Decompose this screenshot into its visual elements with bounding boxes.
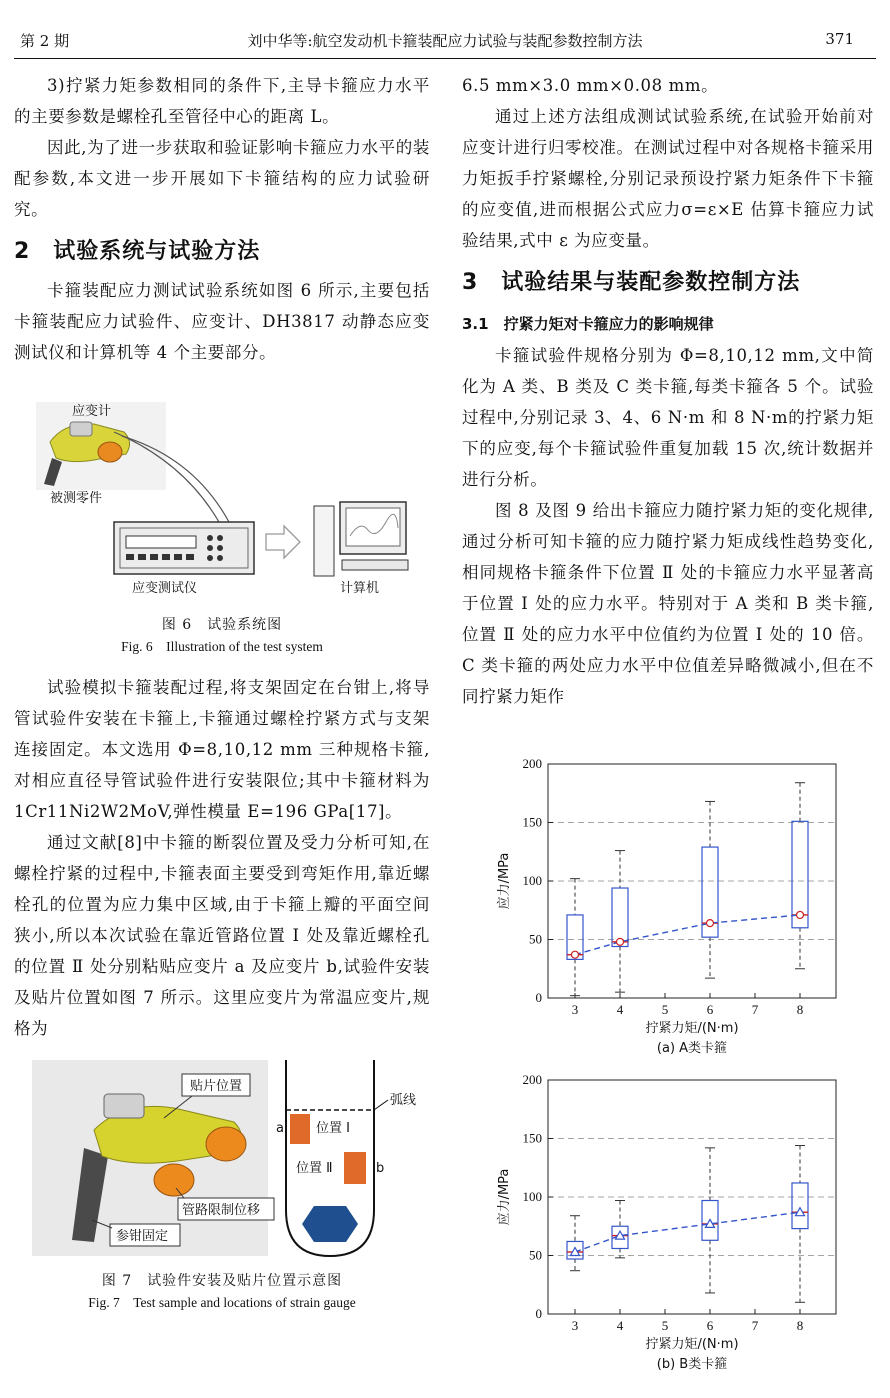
computer-tower: [314, 506, 334, 576]
x-tick-label: 7: [751, 1318, 759, 1333]
y-tick-label: 200: [522, 756, 542, 771]
pipe-shape: [98, 442, 122, 462]
paragraph: 通过文献[8]中卡箍的断裂位置及受力分析可知,在螺栓拧紧的过程中,卡箍表面主要受到弯矩作用,靠近螺栓孔的位置为应力集中区域,由于卡箍上瓣的平面空间狭小,所以本次试验在靠近管路位置 Ⅰ 处及靠近螺栓孔的位置 Ⅱ 处分别粘贴应变片 a 及应变片 b,试验件安装及贴片位置如图 7 所示。这里应变片为常温应变片,规格为: [14, 833, 430, 1038]
paragraph: 因此,为了进一步获取和验证影响卡箍应力水平的装配参数,本文进一步开展如下卡箍结构的应力试验研究。: [14, 138, 430, 219]
page-number: 371: [825, 30, 854, 48]
paragraph: 图 8 及图 9 给出卡箍应力随拧紧力矩的变化规律,通过分析可知卡箍的应力随拧紧力矩成线性趋势变化,相同规格卡箍条件下位置 Ⅱ 处的卡箍应力水平显著高于位置 Ⅰ 处的应力水平。特别对于 A 类和 B 类卡箍,位置 Ⅱ 处的应力水平中位值约为位置 Ⅰ 处的 10 倍。C 类卡箍的两处应力水平中位值差异略微减小,但在不同拧紧力矩作: [462, 501, 874, 706]
mean-point: [572, 951, 579, 958]
right-column: [462, 70, 874, 712]
computer-label: 计算机: [340, 581, 380, 596]
bolt-shape: [70, 422, 92, 436]
mean-point: [707, 920, 714, 927]
figure-caption-en: Fig. 6 Illustration of the test system: [121, 639, 323, 654]
box-chart-b: [478, 1068, 858, 1384]
x-tick-label: 4: [616, 1318, 624, 1333]
vise-label: 参钳固定: [116, 1229, 169, 1244]
gauge-a-label: a: [276, 1121, 284, 1136]
instrument-display: [126, 536, 196, 548]
box-chart-a: [478, 752, 858, 1062]
x-tick-label: 7: [751, 1002, 759, 1017]
arrow-icon: [266, 526, 300, 558]
figure-caption-cn: 图 6 试验系统图: [161, 617, 283, 633]
y-tick-label: 150: [522, 814, 542, 830]
running-title: 刘中华等:航空发动机卡箍装配应力试验与装配参数控制方法: [247, 32, 643, 50]
x-tick-label: 5: [661, 1002, 669, 1017]
part-label: 被测零件: [50, 491, 103, 506]
journal-issue: 第 2 期: [20, 32, 70, 50]
y-tick-label: 100: [522, 1189, 542, 1204]
x-tick-label: 4: [616, 1002, 624, 1017]
instrument-label: 应变测试仪: [132, 581, 198, 596]
arc-label: 弧线: [390, 1093, 417, 1108]
x-tick-label: 6: [706, 1318, 714, 1333]
gauge-label: 应变计: [72, 404, 112, 419]
mean-point: [617, 938, 624, 945]
figure-6: [14, 402, 430, 658]
chart-subtitle: (a) A类卡箍: [656, 1041, 728, 1056]
paragraph: 6.5 mm×3.0 mm×0.08 mm。: [462, 76, 719, 95]
patch-label: 贴片位置: [190, 1079, 243, 1094]
gauge-a: [290, 1114, 310, 1144]
y-axis-label: 应力/MPa: [497, 852, 512, 910]
position-1-label: 位置 Ⅰ: [316, 1121, 350, 1136]
monitor-screen: [346, 508, 400, 546]
pipe-shape: [154, 1164, 194, 1196]
y-tick-label: 0: [535, 990, 542, 1005]
gauge-b-label: b: [376, 1161, 385, 1176]
y-tick-label: 50: [529, 1247, 542, 1263]
paragraph: 3)拧紧力矩参数相同的条件下,主导卡箍应力水平的主要参数是螺栓孔至管径中心的距离 L。: [14, 76, 430, 126]
paragraph: 试验模拟卡箍装配过程,将支架固定在台钳上,将导管试验件安装在卡箍上,卡箍通过螺栓拧紧方式与支架连接固定。本文选用 Φ=8,10,12 mm 三种规格卡箍,对相应直径导管试验件进行安装限位;其中卡箍材料为 1Cr11Ni2W2MoV,弹性模量 E=196 GPa[17]。: [14, 678, 430, 821]
y-tick-label: 100: [522, 873, 542, 888]
left-column: [14, 70, 430, 1314]
gauge-b: [344, 1152, 366, 1184]
bolt-shape: [104, 1094, 144, 1118]
x-tick-label: 6: [706, 1002, 714, 1017]
x-tick-label: 3: [571, 1318, 579, 1333]
x-tick-label: 8: [796, 1318, 804, 1333]
paragraph: 卡箍试验件规格分别为 Φ=8,10,12 mm,文中简化为 A 类、B 类及 C 类卡箍,每类卡箍各 5 个。试验过程中,分别记录 3、4、6 N·m 和 8 N·m的拧紧力矩下的应变,每个卡箍试验件重复加载 15 次,统计数据并进行分析。: [462, 346, 874, 489]
x-tick-label: 5: [661, 1318, 669, 1333]
subsection-heading: 3.1 拧紧力矩对卡箍应力的影响规律: [462, 315, 714, 333]
paragraph: 卡箍装配应力测试试验系统如图 6 所示,主要包括卡箍装配应力试验件、应变计、DH3817 动静态应变测试仪和计算机等 4 个主要部分。: [14, 281, 430, 362]
figure-caption-cn: 图 7 试验件安装及贴片位置示意图: [101, 1273, 343, 1289]
pipe-shape: [206, 1127, 246, 1161]
header-rule: [14, 58, 876, 59]
x-axis-label: 拧紧力矩/(N·m): [645, 1337, 739, 1352]
mean-point: [797, 911, 804, 918]
x-tick-label: 8: [796, 1002, 804, 1017]
bolt-hole-hexagon: [302, 1206, 358, 1242]
y-tick-label: 0: [535, 1306, 542, 1321]
y-tick-label: 200: [522, 1072, 542, 1087]
test-sample-illustration: [14, 1060, 430, 1258]
test-system-illustration: [14, 402, 430, 602]
figure-caption-en: Fig. 7 Test sample and locations of strain gauge: [88, 1295, 356, 1310]
figure-7: [14, 1060, 430, 1314]
y-tick-label: 150: [522, 1130, 542, 1146]
paragraph: 通过上述方法组成测试试验系统,在试验开始前对应变计进行归零校准。在测试过程中对各规格卡箍采用力矩扳手拧紧螺栓,分别记录预设拧紧力矩条件下卡箍的应变值,进而根据公式应力σ=ε×E 估算卡箍应力试验结果,式中 ε 为应变量。: [462, 107, 874, 250]
section-heading: 2 试验系统与试验方法: [14, 239, 261, 264]
y-axis-label: 应力/MPa: [497, 1168, 512, 1226]
position-2-label: 位置 Ⅱ: [296, 1161, 333, 1176]
section-heading: 3 试验结果与装配参数控制方法: [462, 270, 801, 295]
x-axis-label: 拧紧力矩/(N·m): [645, 1021, 739, 1036]
pipe-label: 管路限制位移: [182, 1203, 261, 1218]
chart-subtitle: (b) B类卡箍: [656, 1357, 728, 1372]
page-header: [0, 0, 890, 56]
x-tick-label: 3: [571, 1002, 579, 1017]
keyboard: [342, 560, 408, 570]
y-tick-label: 50: [529, 931, 542, 947]
arc-leader: [374, 1100, 388, 1110]
